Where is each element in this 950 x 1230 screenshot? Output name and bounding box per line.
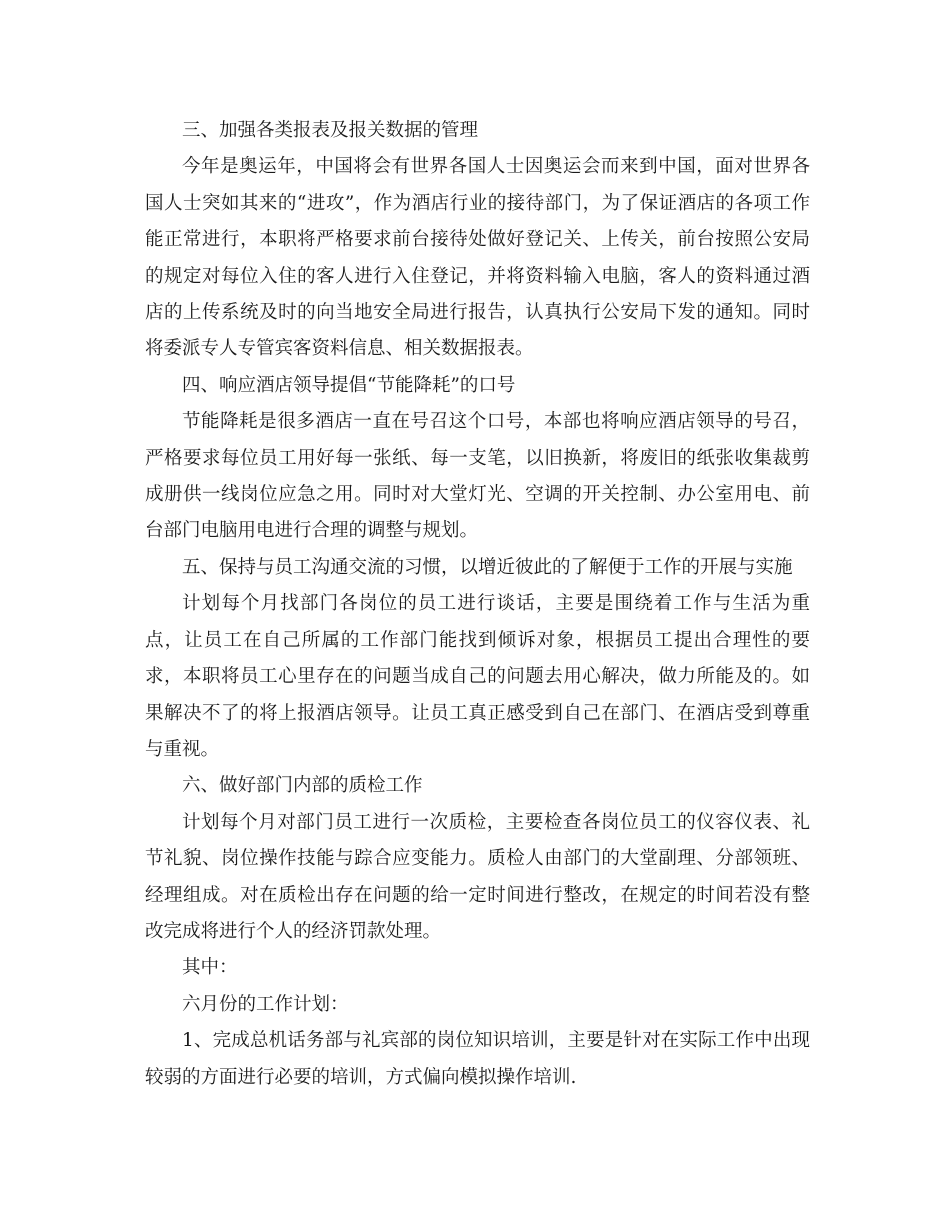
document-body [145,113,810,1096]
body-paragraph: 计划每个月找部门各岗位的员工进行谈话，主要是围绕着工作与生活为重点，让员工在自己所属的工作部门能找到倾诉对象，根据员工提出合理性的要求，本职将员工心里存在的问题当成自己的问题去用心解决，做力所能及的。如果解决不了的将上报酒店领导。让员工真正感受到自己在部门、在酒店受到尊重与重视。 [145,593,810,760]
body-paragraph: 其中： [182,957,238,979]
list-item: 1、完成总机话务部与礼宾部的岗位知识培训，主要是针对在实际工作中出现较弱的方面进行必要的培训，方式偏向模拟操作培训. [145,1030,810,1088]
plan-heading: 六月份的工作计划： [182,993,349,1015]
body-paragraph: 节能降耗是很多酒店一直在号召这个口号，本部也将响应酒店领导的号召，严格要求每位员工用好每一张纸、每一支笔，以旧换新，将废旧的纸张收集裁剪成册供一线岗位应急之用。同时对大堂灯光、空调的开关控制、办公室用电、前台部门电脑用电进行合理的调整与规划。 [145,411,810,542]
section-heading-3: 三、加强各类报表及报关数据的管理 [182,120,479,141]
section-heading-6: 六、做好部门内部的质检工作 [182,775,423,797]
section-heading-4: 四、响应酒店领导提倡“节能降耗”的口号 [182,374,516,396]
body-paragraph: 今年是奥运年，中国将会有世界各国人士因奥运会而来到中国，面对世界各国人士突如其来的“进攻”，作为酒店行业的接待部门，为了保证酒店的各项工作能正常进行，本职将严格要求前台接待处做好登记关、上传关，前台按照公安局的规定对每位入住的客人进行入住登记，并将资料输入电脑，客人的资料通过酒店的上传系统及时的向当地安全局进行报告，认真执行公安局下发的通知。同时将委派专人专管宾客资料信息、相关数据报表。 [145,156,810,360]
section-heading-5: 五、保持与员工沟通交流的习惯，以增近彼此的了解便于工作的开展与实施 [182,556,793,578]
body-paragraph: 计划每个月对部门员工进行一次质检，主要检查各岗位员工的仪容仪表、礼节礼貌、岗位操作技能与踪合应变能力。质检人由部门的大堂副理、分部领班、经理组成。对在质检出存在问题的给一定时间进行整改，在规定的时间若没有整改完成将进行个人的经济罚款处理。 [145,811,810,942]
